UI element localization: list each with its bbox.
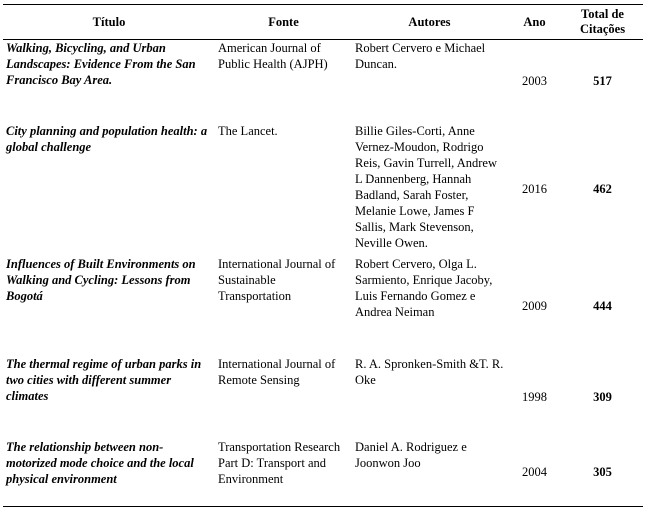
table-row: [3, 123, 643, 256]
cell-citations: 517: [593, 74, 612, 89]
citations-table: [3, 4, 643, 507]
table-row: [3, 439, 643, 507]
header-year: Ano: [507, 5, 562, 40]
cell-source: The Lancet.: [218, 123, 278, 138]
cell-year: 1998: [522, 390, 547, 404]
header-authors: Autores: [352, 5, 507, 40]
cell-authors: Robert Cervero e Michael Duncan.: [355, 41, 486, 71]
cell-authors: Billie Giles-Corti, Anne Vernez-Moudon, Rodrigo Reis, Gavin Turrell, Andrew L Dannenberg, Hannah Badland, Sarah Foster, Melanie Lowe, James F Sallis, Mark Stevenson, Neville Owen.: [355, 123, 498, 250]
cell-citations: 309: [593, 390, 612, 404]
cell-year: 2009: [522, 298, 547, 313]
header-row: [3, 5, 643, 40]
header-source: Fonte: [215, 5, 352, 40]
header-title: Título: [3, 5, 215, 40]
cell-citations: 444: [593, 298, 612, 313]
cell-title: Influences of Built Environments on Walking and Cycling: Lessons from Bogotá: [6, 256, 196, 303]
cell-authors: Daniel A. Rodriguez e Joonwon Joo: [352, 439, 507, 507]
cell-source: International Journal of Remote Sensing: [218, 356, 336, 387]
cell-title: City planning and population health: a global challenge: [6, 123, 208, 154]
table-row: [3, 40, 643, 123]
cell-authors: Robert Cervero, Olga L. Sarmiento, Enrique Jacoby, Luis Fernando Gomez e Andrea Neiman: [355, 256, 493, 319]
cell-year: 2004: [507, 439, 562, 507]
table-row: [3, 256, 643, 356]
cell-title: Walking, Bicycling, and Urban Landscapes: Evidence From the San Francisco Bay Area.: [6, 41, 196, 87]
cell-authors: R. A. Spronken-Smith &T. R. Oke: [355, 356, 504, 387]
header-citations: [562, 5, 643, 40]
cell-source: American Journal of Public Health (AJPH): [218, 41, 328, 71]
cell-title: The thermal regime of urban parks in two cities with different summer climates: [6, 356, 202, 403]
table-row: [3, 356, 643, 439]
cell-citations: 462: [593, 182, 612, 196]
cell-year: 2016: [522, 182, 547, 196]
header-citations-line1: Total de: [581, 7, 624, 21]
cell-source: Transportation Research Part D: Transport and Environment: [215, 439, 352, 507]
cell-citations: 305: [562, 439, 643, 507]
cell-title: The relationship between non-motorized mode choice and the local physical environment: [3, 439, 215, 507]
header-citations-line2: Citações: [579, 22, 626, 36]
cell-source: International Journal of Sustainable Transportation: [218, 256, 336, 303]
cell-year: 2003: [522, 74, 547, 89]
